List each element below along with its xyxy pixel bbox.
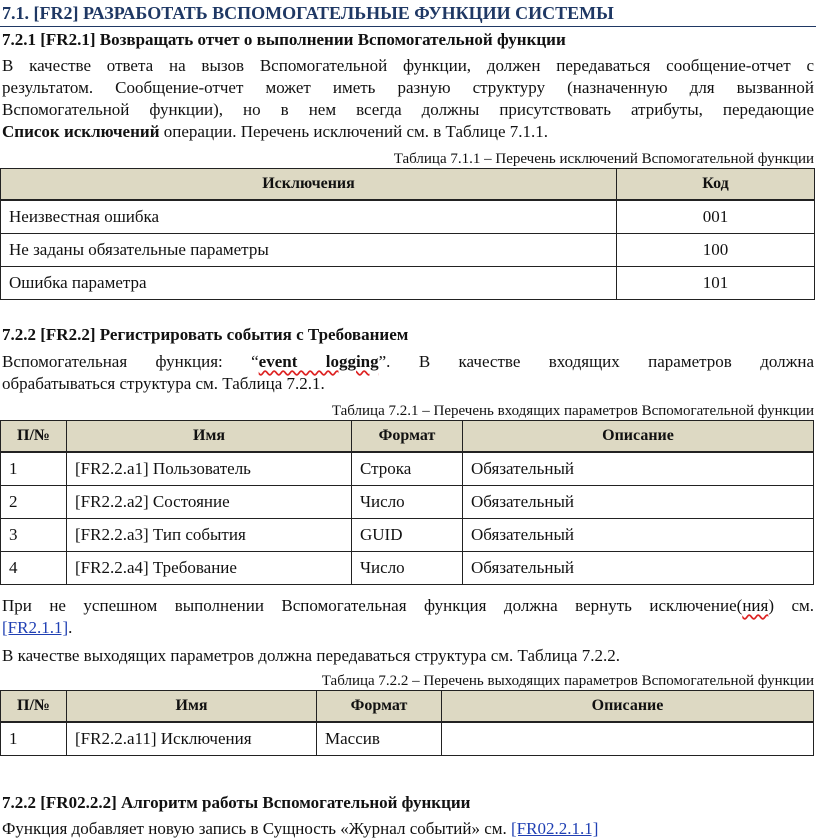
table-row — [1, 519, 814, 552]
table-header-cell: П/№ — [1, 691, 67, 723]
function-name: event logging — [258, 352, 379, 371]
table-cell: 3 — [1, 519, 67, 552]
table-row — [1, 267, 815, 300]
table-header-row — [1, 169, 815, 201]
table-header-cell: Код — [617, 169, 815, 201]
bold-term: Список исключений — [2, 122, 160, 141]
table-row — [1, 722, 814, 756]
table-cell: 001 — [617, 200, 815, 234]
table-cell: [FR2.2.a3] Тип события — [67, 519, 352, 552]
fr-2-1-1-link[interactable]: [FR2.1.1] — [2, 618, 69, 637]
paragraph-line — [2, 818, 814, 840]
table-row — [1, 200, 815, 234]
paragraph-line: результатом. Сообщение-отчет может иметь разную структуру (назначенную для вызванной — [2, 78, 814, 97]
paragraph-text: ”. В качестве входящих параметров должна — [378, 352, 814, 371]
table-cell: 1 — [1, 722, 67, 756]
table-cell: [FR2.2.a4] Требование — [67, 552, 352, 585]
paragraph-line: В качестве выходящих параметров должна передаваться структура см. Таблица 7.2.2. — [2, 646, 620, 665]
table-caption-7-2-1: Таблица 7.2.1 – Перечень входящих параметров Вспомогательной функции — [331, 403, 814, 419]
paragraph-output — [2, 645, 814, 667]
paragraph-line — [2, 121, 814, 143]
paragraph-failure — [2, 595, 814, 639]
table-cell: Неизвестная ошибка — [1, 200, 617, 234]
paragraph-algorithm — [2, 818, 814, 840]
output-params-table — [0, 690, 814, 756]
table-row — [1, 452, 814, 486]
paragraph-text: Функция добавляет новую запись в Сущность «Журнал событий» см. — [2, 819, 512, 838]
paragraph-line — [2, 595, 814, 617]
table-cell: Не заданы обязательные параметры — [1, 234, 617, 267]
table-cell: 1 — [1, 452, 67, 486]
paragraph-line — [2, 617, 814, 639]
paragraph-line: обрабатываться структура см. Таблица 7.2.1. — [2, 374, 325, 393]
table-cell: 2 — [1, 486, 67, 519]
section-title: 7.1. [FR2] РАЗРАБОТАТЬ ВСПОМОГАТЕЛЬНЫЕ ФУНКЦИИ СИСТЕМЫ — [2, 3, 614, 23]
table-cell: 100 — [617, 234, 815, 267]
paragraph-text: ния — [742, 596, 769, 615]
table-row — [1, 552, 814, 585]
table-header-cell: Описание — [463, 421, 814, 453]
table-header-cell: Имя — [67, 691, 317, 723]
paragraph-text: операции. Перечень исключений см. в Таблице 7.1.1. — [159, 122, 548, 141]
table-cell: Обязательный — [463, 519, 814, 552]
table-cell: [FR2.2.a2] Состояние — [67, 486, 352, 519]
paragraph-line — [2, 351, 814, 373]
table-cell: [FR2.2.a11] Исключения — [67, 722, 317, 756]
paragraph-line: Вспомогательной функции), но в нем всегда должны присутствовать атрибуты, передающие — [2, 100, 814, 119]
table-cell: [FR2.2.a1] Пользователь — [67, 452, 352, 486]
table-cell: Строка — [352, 452, 463, 486]
table-header-cell: Исключения — [1, 169, 617, 201]
paragraph-line: В качестве ответа на вызов Вспомогательной функции, должен передаваться сообщение-отчет с — [2, 56, 814, 75]
table-cell: 4 — [1, 552, 67, 585]
table-cell: Обязательный — [463, 486, 814, 519]
heading-7-2-2: 7.2.2 [FR2.2] Регистрировать события с Требованием — [2, 325, 409, 344]
table-caption-7-1-1: Таблица 7.1.1 – Перечень исключений Вспомогательной функции — [393, 151, 814, 167]
table-header-cell: Формат — [317, 691, 442, 723]
table-header-cell: Имя — [67, 421, 352, 453]
table-cell: Число — [352, 552, 463, 585]
table-cell: Обязательный — [463, 552, 814, 585]
table-header-cell: Описание — [442, 691, 814, 723]
section-title-rule — [0, 26, 816, 27]
table-header-row — [1, 691, 814, 723]
table-header-cell: Формат — [352, 421, 463, 453]
table-caption-7-2-2: Таблица 7.2.2 – Перечень выходящих параметров Вспомогательной функции — [321, 673, 814, 689]
paragraph-7-2-2 — [2, 351, 814, 395]
paragraph-text: ) см. — [768, 596, 814, 615]
paragraph-text: Вспомогательная функция: “ — [2, 352, 259, 371]
table-header-row — [1, 421, 814, 453]
table-cell: Обязательный — [463, 452, 814, 486]
heading-7-2-1: 7.2.1 [FR2.1] Возвращать отчет о выполнении Вспомогательной функции — [2, 30, 566, 49]
paragraph-text: При не успешном выполнении Вспомогательная функция должна вернуть исключение( — [2, 596, 743, 615]
paragraph-text: . — [68, 618, 73, 637]
table-header-cell: П/№ — [1, 421, 67, 453]
table-cell: Число — [352, 486, 463, 519]
heading-algorithm: 7.2.2 [FR02.2.2] Алгоритм работы Вспомогательной функции — [2, 793, 471, 812]
table-row — [1, 234, 815, 267]
table-cell: Массив — [317, 722, 442, 756]
paragraph-7-2-1 — [2, 55, 814, 143]
exceptions-table — [0, 168, 815, 300]
table-cell: 101 — [617, 267, 815, 300]
fr-02-2-1-1-link[interactable]: [FR02.2.1.1] — [511, 819, 599, 838]
table-cell — [442, 722, 814, 756]
table-cell: Ошибка параметра — [1, 267, 617, 300]
input-params-table — [0, 420, 814, 585]
table-row — [1, 486, 814, 519]
table-cell: GUID — [352, 519, 463, 552]
